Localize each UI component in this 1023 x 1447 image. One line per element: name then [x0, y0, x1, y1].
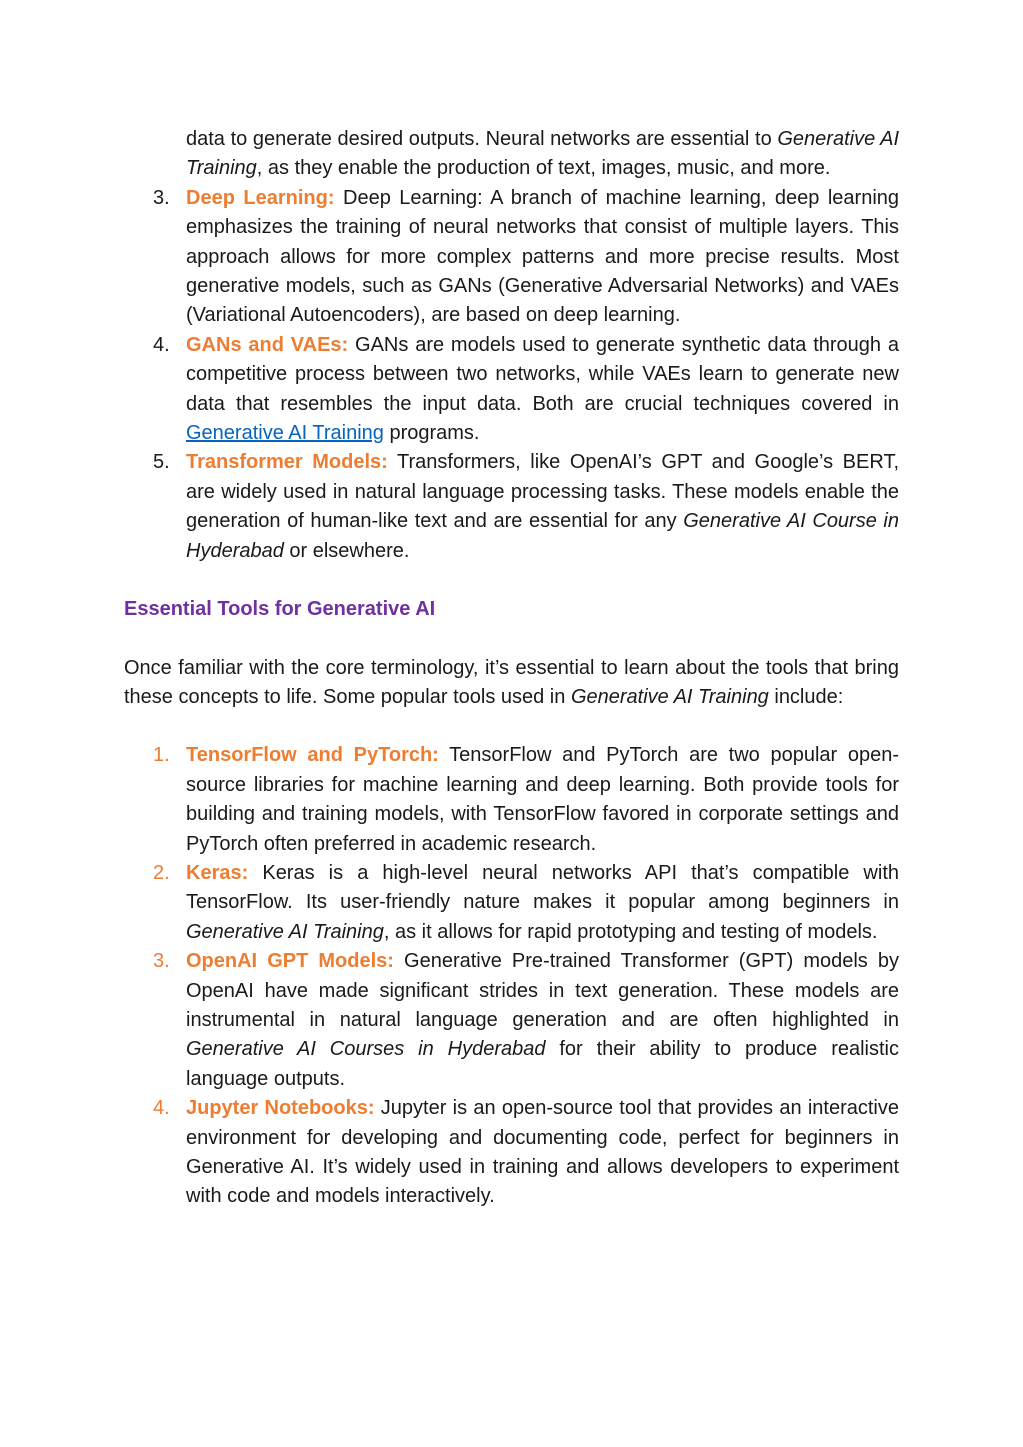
list-item-deep-learning: [153, 184, 900, 331]
intro-text: include:: [768, 685, 844, 708]
term-label: Jupyter Notebooks:: [186, 1097, 375, 1120]
item-text: Keras is a high-level neural networks API that’s compatible with TensorFlow. Its user-friendly nature makes it popular among beginners in: [186, 861, 899, 914]
document-page: [0, 125, 1023, 1212]
item-text: data to generate desired outputs. Neural networks are essential to: [186, 128, 778, 150]
item-emphasis: Generative AI Courses in Hyderabad: [186, 1038, 546, 1061]
term-label: Transformer Models:: [186, 451, 388, 474]
item-text: Transformers, like OpenAI’s GPT and Google’s BERT, are widely used in natural language processing tasks. These models enable the generation of human-like text and are essential for any: [186, 451, 899, 533]
list-item-openai-gpt: [153, 947, 899, 1094]
section-heading: Essential Tools for Generative AI: [124, 598, 436, 621]
list-number: 4.: [153, 1097, 170, 1120]
item-emphasis: Generative AI Training: [186, 920, 384, 943]
term-label: TensorFlow and PyTorch:: [186, 744, 439, 767]
terminology-list: [153, 125, 900, 566]
item-text: programs.: [383, 422, 480, 445]
generative-ai-training-link[interactable]: Generative AI Training: [186, 422, 384, 445]
term-label: OpenAI GPT Models:: [186, 950, 394, 973]
term-label: GANs and VAEs:: [186, 333, 349, 356]
list-item-tensorflow-pytorch: [153, 741, 900, 859]
item-text: , as they enable the production of text, images, music, and more.: [256, 157, 831, 180]
item-emphasis: Generative AI Training: [186, 128, 900, 180]
list-number: 2.: [153, 861, 170, 884]
list-number: 3.: [153, 950, 170, 973]
item-text: Generative Pre-trained Transformer (GPT) models by OpenAI have made significant strides in text generation. These models are instrumental in natural language generation and are often highlighted in: [186, 950, 899, 1031]
list-number: 4.: [153, 333, 170, 356]
intro-text: Once familiar with the core terminology, it’s essential to learn about the tools that bring these concepts to life. Some popular tools used in: [124, 656, 899, 708]
intro-emphasis: Generative AI Training: [570, 685, 769, 708]
item-text: Deep Learning: A branch of machine learning, deep learning emphasizes the training of neural networks that consist of multiple layers. This approach allows for more complex patterns and more precise results. Most generative models, such as GANs (Generative Adversarial Networks) and VAEs (Variational Autoencoders), are based on deep learning.: [186, 186, 900, 327]
list-item-continuation: [186, 125, 899, 184]
item-text: TensorFlow and PyTorch are two popular open-source libraries for machine learning and deep learning. Both provide tools for building and training models, with TensorFlow favored in corporate settings and PyTorch often preferred in academic research.: [186, 744, 900, 855]
section-intro: [124, 654, 899, 713]
tools-list: [153, 741, 900, 1212]
list-number: 1.: [153, 744, 170, 767]
item-text: or elsewhere.: [283, 539, 410, 562]
list-item-transformer-models: [153, 448, 899, 566]
item-text: Jupyter is an open-source tool that provides an interactive environment for developing and documenting code, perfect for beginners in Generative AI. It’s widely used in training and allows developers to experiment with code and models interactively.: [186, 1097, 899, 1208]
term-label: Deep Learning:: [186, 186, 335, 209]
item-emphasis: Generative AI Course in Hyderabad: [186, 510, 899, 562]
list-item-keras: [153, 859, 899, 947]
list-item-gans-vaes: [153, 331, 899, 449]
list-number: 3.: [153, 186, 170, 209]
term-label: Keras:: [186, 861, 249, 884]
item-text: , as it allows for rapid prototyping and testing of models.: [383, 920, 878, 943]
list-number: 5.: [153, 451, 170, 474]
list-item-jupyter: [153, 1094, 899, 1212]
item-text: for their ability to produce realistic language outputs.: [186, 1038, 899, 1090]
item-text: GANs are models used to generate synthetic data through a competitive process between two networks, while VAEs learn to generate new data that resembles the input data. Both are crucial techniques covered in: [186, 333, 899, 415]
